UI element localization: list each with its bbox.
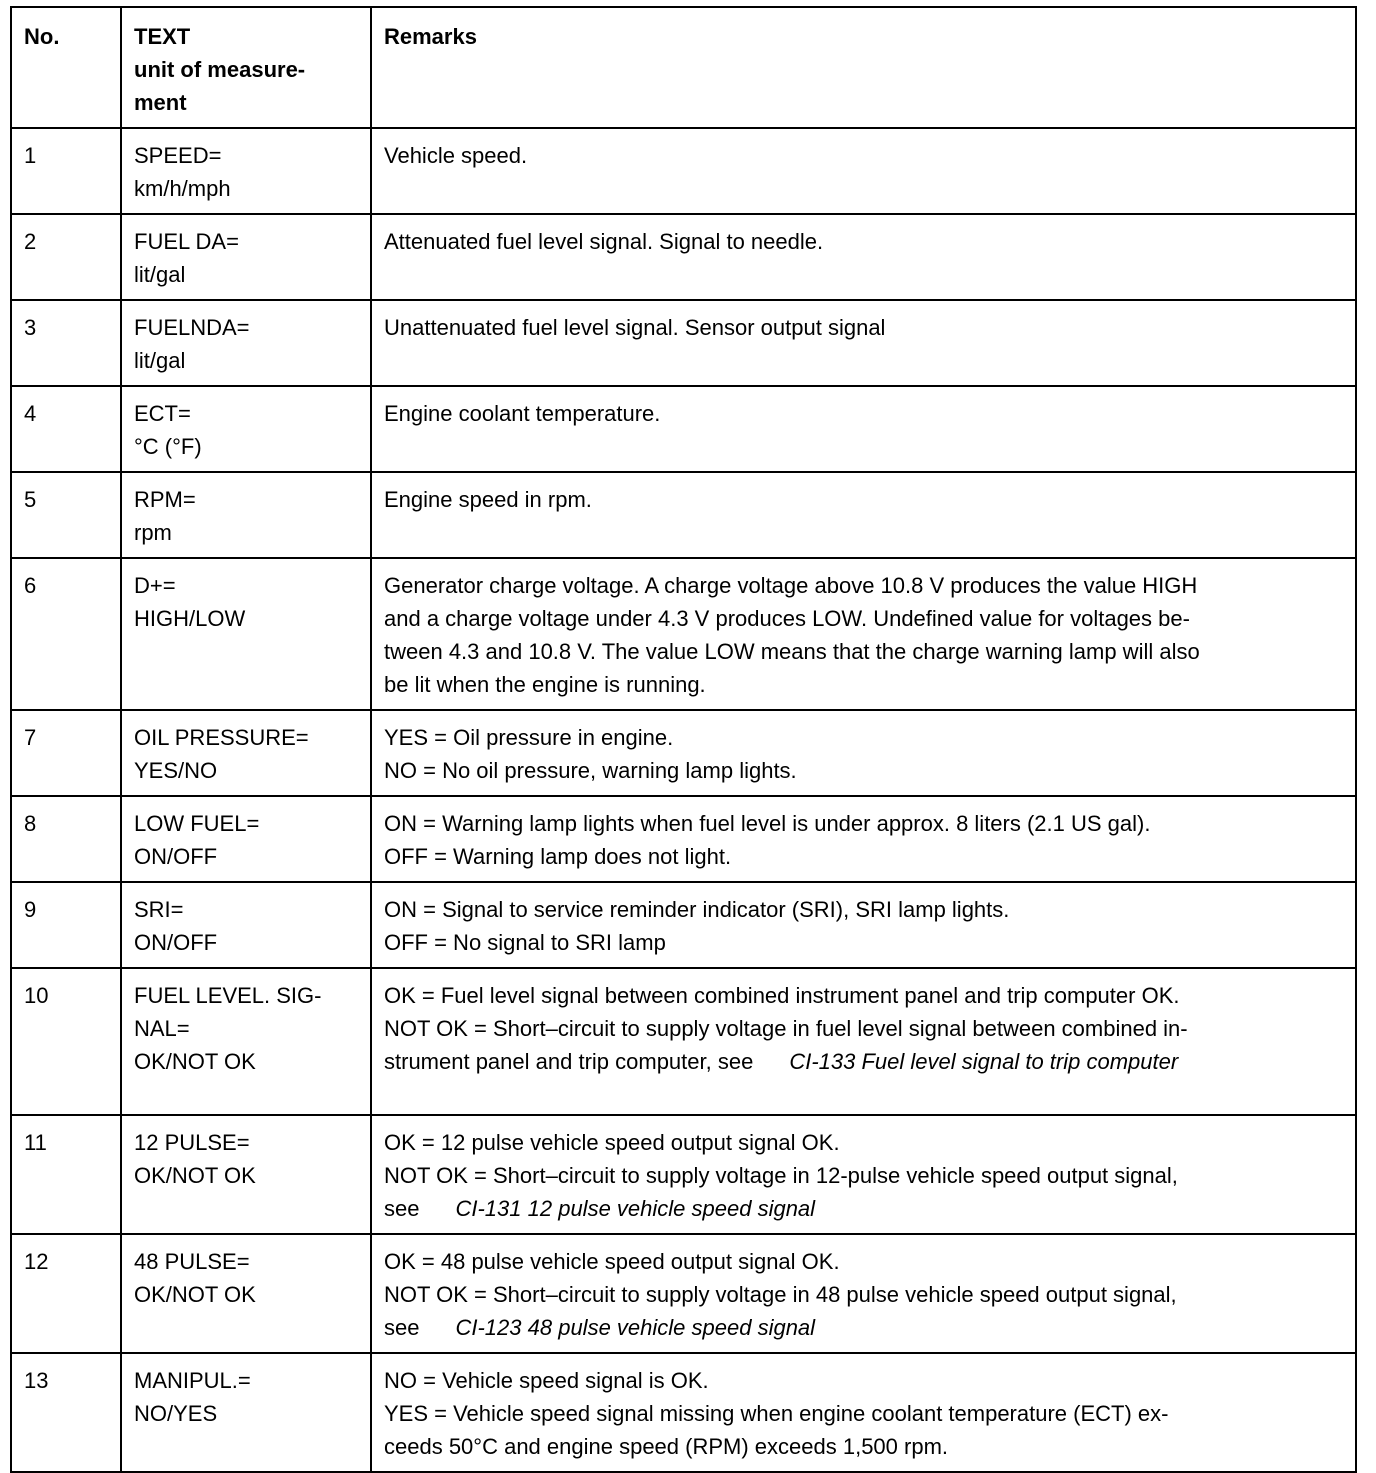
remark-line: YES = Oil pressure in engine. <box>384 725 674 750</box>
text-line: OIL PRESSURE= <box>134 725 309 750</box>
row-number: 6 <box>11 558 121 710</box>
row-remarks <box>371 796 1356 882</box>
table-row <box>11 796 1356 882</box>
text-line: 12 PULSE= <box>134 1130 250 1155</box>
row-remarks <box>371 214 1356 300</box>
remark-line: OK = Fuel level signal between combined instrument panel and trip computer OK. <box>384 983 1180 1008</box>
row-number: 1 <box>11 128 121 214</box>
remark-line: NO = No oil pressure, warning lamp lights. <box>384 758 797 783</box>
row-text <box>121 558 371 710</box>
text-line: ON/OFF <box>134 844 218 869</box>
text-line: YES/NO <box>134 758 218 783</box>
header-text-line: unit of measure- <box>134 57 306 82</box>
text-line: RPM= <box>134 487 196 512</box>
text-line: FUEL DA= <box>134 229 239 254</box>
row-text <box>121 300 371 386</box>
row-remarks <box>371 882 1356 968</box>
cross-reference-link[interactable]: CI-123 48 pulse vehicle speed signal <box>455 1315 816 1340</box>
header-text <box>121 7 371 128</box>
table-row <box>11 1234 1356 1353</box>
row-remarks <box>371 1234 1356 1353</box>
text-line: D+= <box>134 573 176 598</box>
remark-line: ON = Signal to service reminder indicator (SRI), SRI lamp lights. <box>384 897 1010 922</box>
text-line: LOW FUEL= <box>134 811 260 836</box>
row-number: 3 <box>11 300 121 386</box>
remark-line: NOT OK = Short–circuit to supply voltage in 12-pulse vehicle speed output signal, <box>384 1163 1178 1188</box>
row-remarks <box>371 968 1356 1115</box>
table-row <box>11 300 1356 386</box>
row-number: 10 <box>11 968 121 1115</box>
row-text <box>121 796 371 882</box>
text-line: lit/gal <box>134 262 186 287</box>
text-line: SRI= <box>134 897 184 922</box>
table-row <box>11 128 1356 214</box>
table-row <box>11 1115 1356 1234</box>
remark-line: Engine coolant temperature. <box>384 401 661 426</box>
table-row <box>11 214 1356 300</box>
text-line: km/h/mph <box>134 176 231 201</box>
text-line: ECT= <box>134 401 191 426</box>
header-text-line: ment <box>134 90 187 115</box>
row-remarks <box>371 472 1356 558</box>
cross-reference-link[interactable]: CI-133 Fuel level signal to trip computer <box>789 1049 1179 1074</box>
remark-line: Generator charge voltage. A charge voltage above 10.8 V produces the value HIGH <box>384 573 1198 598</box>
row-text <box>121 1234 371 1353</box>
row-remarks <box>371 558 1356 710</box>
remark-line: tween 4.3 and 10.8 V. The value LOW means that the charge warning lamp will also <box>384 639 1200 664</box>
remark-text: strument panel and trip computer, see <box>384 1049 754 1074</box>
remark-line: OFF = No signal to SRI lamp <box>384 930 666 955</box>
diagnostic-values-table <box>10 6 1357 1473</box>
remark-line: Unattenuated fuel level signal. Sensor output signal <box>384 315 886 340</box>
row-number: 12 <box>11 1234 121 1353</box>
remark-line: OK = 12 pulse vehicle speed output signal OK. <box>384 1130 840 1155</box>
row-number: 7 <box>11 710 121 796</box>
remark-line: be lit when the engine is running. <box>384 672 706 697</box>
text-line: FUEL LEVEL. SIG- <box>134 983 322 1008</box>
row-remarks <box>371 1115 1356 1234</box>
table-row <box>11 558 1356 710</box>
remark-text: see <box>384 1315 420 1340</box>
row-number: 5 <box>11 472 121 558</box>
table-row <box>11 472 1356 558</box>
remark-line <box>384 1045 1347 1078</box>
row-text <box>121 1353 371 1472</box>
row-number: 13 <box>11 1353 121 1472</box>
header-text-line: TEXT <box>134 24 191 49</box>
remark-text: see <box>384 1196 420 1221</box>
row-text <box>121 968 371 1115</box>
table-row <box>11 386 1356 472</box>
text-line: OK/NOT OK <box>134 1049 256 1074</box>
text-line: lit/gal <box>134 348 186 373</box>
text-line: NAL= <box>134 1016 190 1041</box>
text-line: SPEED= <box>134 143 222 168</box>
remark-line: Vehicle speed. <box>384 143 528 168</box>
text-line: ON/OFF <box>134 930 218 955</box>
row-text <box>121 386 371 472</box>
row-text <box>121 1115 371 1234</box>
table-row <box>11 1353 1356 1472</box>
remark-line: ON = Warning lamp lights when fuel level is under approx. 8 liters (2.1 US gal). <box>384 811 1151 836</box>
remark-line: ceeds 50°C and engine speed (RPM) exceeds 1,500 rpm. <box>384 1434 949 1459</box>
remark-line: NOT OK = Short–circuit to supply voltage in 48 pulse vehicle speed output signal, <box>384 1282 1177 1307</box>
remark-line: and a charge voltage under 4.3 V produces LOW. Undefined value for voltages be- <box>384 606 1190 631</box>
remark-line: Engine speed in rpm. <box>384 487 592 512</box>
row-number: 4 <box>11 386 121 472</box>
remark-line: OFF = Warning lamp does not light. <box>384 844 732 869</box>
cross-reference-link[interactable]: CI-131 12 pulse vehicle speed signal <box>455 1196 816 1221</box>
text-line: FUELNDA= <box>134 315 250 340</box>
text-line: °C (°F) <box>134 434 202 459</box>
text-line: MANIPUL.= <box>134 1368 251 1393</box>
row-remarks <box>371 386 1356 472</box>
remark-line: Attenuated fuel level signal. Signal to needle. <box>384 229 824 254</box>
text-line: OK/NOT OK <box>134 1282 256 1307</box>
row-remarks <box>371 710 1356 796</box>
row-number: 9 <box>11 882 121 968</box>
row-text <box>121 214 371 300</box>
table-row <box>11 710 1356 796</box>
header-no: No. <box>11 7 121 128</box>
header-remarks: Remarks <box>371 7 1356 128</box>
remark-line <box>384 1192 1347 1225</box>
row-remarks <box>371 300 1356 386</box>
row-text <box>121 710 371 796</box>
row-number: 2 <box>11 214 121 300</box>
table-header-row <box>11 7 1356 128</box>
row-remarks <box>371 1353 1356 1472</box>
text-line: NO/YES <box>134 1401 218 1426</box>
text-line: HIGH/LOW <box>134 606 246 631</box>
row-text <box>121 882 371 968</box>
remark-line: YES = Vehicle speed signal missing when engine coolant temperature (ECT) ex- <box>384 1401 1169 1426</box>
row-text <box>121 128 371 214</box>
text-line: rpm <box>134 520 172 545</box>
text-line: 48 PULSE= <box>134 1249 250 1274</box>
remark-line: NO = Vehicle speed signal is OK. <box>384 1368 709 1393</box>
row-remarks <box>371 128 1356 214</box>
remark-line <box>384 1311 1347 1344</box>
remark-line: OK = 48 pulse vehicle speed output signal OK. <box>384 1249 840 1274</box>
table-row <box>11 968 1356 1115</box>
remark-line: NOT OK = Short–circuit to supply voltage in fuel level signal between combined in- <box>384 1016 1188 1041</box>
text-line: OK/NOT OK <box>134 1163 256 1188</box>
row-number: 11 <box>11 1115 121 1234</box>
row-text <box>121 472 371 558</box>
table-row <box>11 882 1356 968</box>
row-number: 8 <box>11 796 121 882</box>
